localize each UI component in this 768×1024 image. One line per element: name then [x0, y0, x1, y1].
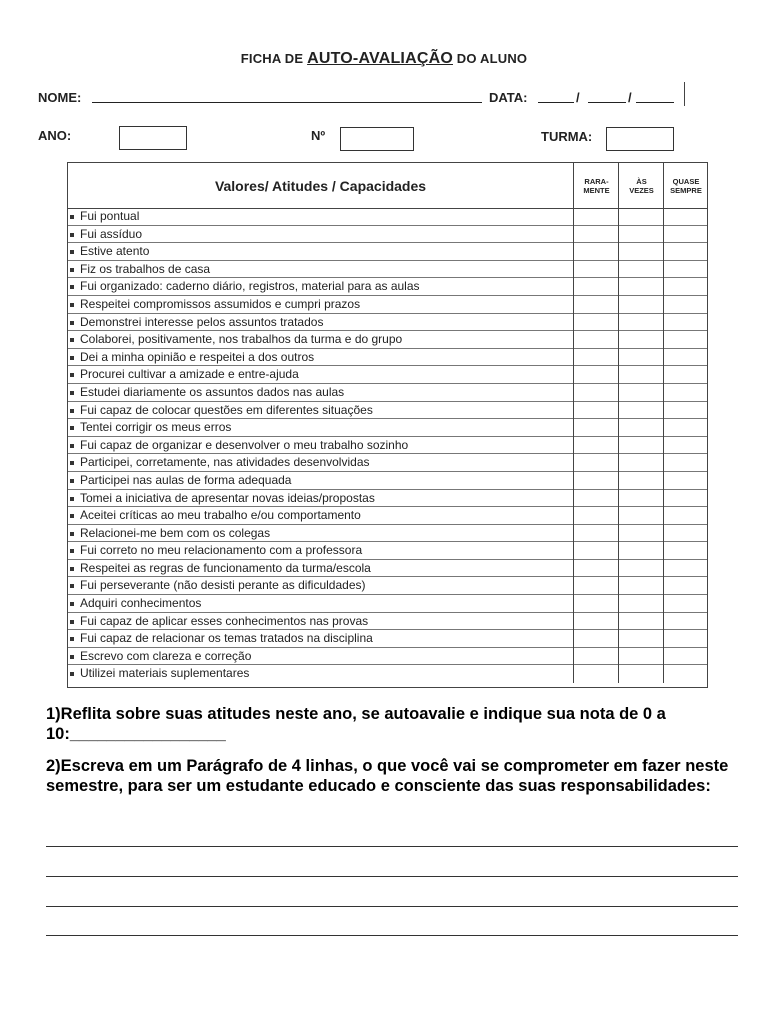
table-row [68, 226, 707, 244]
table-row [68, 366, 707, 384]
item-label: Tomei a iniciativa de apresentar novas ideias/propostas [80, 490, 375, 505]
item-label: Colaborei, positivamente, nos trabalhos da turma e do grupo [80, 332, 403, 347]
table-row [68, 419, 707, 437]
column-label: RARA- MENTE [583, 176, 610, 195]
data-month-field[interactable] [588, 102, 626, 103]
item-label: Utilizei materiais suplementares [80, 666, 250, 681]
title-prefix: FICHA DE [240, 51, 304, 66]
bullet-icon [70, 637, 74, 641]
table-row [68, 314, 707, 332]
checkbox-cell-raramente[interactable] [573, 648, 618, 666]
item-label: Participei, corretamente, nas atividades desenvolvidas [80, 455, 370, 470]
table-row [68, 648, 707, 666]
checkbox-cell-raramente[interactable] [573, 577, 618, 595]
table-row [68, 630, 707, 648]
table-row [68, 490, 707, 508]
table-row [68, 243, 707, 261]
checkbox-cell-as-vezes[interactable] [618, 208, 663, 226]
item-label: Demonstrei interesse pelos assuntos tratados [80, 314, 324, 329]
checkbox-cell-raramente[interactable] [573, 243, 618, 261]
table-row [68, 595, 707, 613]
title-main: AUTO-AVALIAÇÃO [307, 50, 453, 67]
answer-line[interactable] [46, 935, 738, 936]
checkbox-cell-raramente[interactable] [573, 314, 618, 332]
item-label: Fiz os trabalhos de casa [80, 261, 211, 276]
bullet-icon [70, 461, 74, 465]
table-row [68, 665, 707, 683]
checkbox-cell-quase-sempre[interactable] [663, 472, 707, 490]
ano-box[interactable] [119, 126, 187, 150]
checkbox-cell-as-vezes[interactable] [618, 665, 663, 683]
checkbox-cell-raramente[interactable] [573, 665, 618, 683]
table-heading: Valores/ Atitudes / Capacidades [214, 177, 427, 194]
answer-line[interactable] [46, 876, 738, 877]
bullet-icon [70, 567, 74, 571]
bullet-icon [70, 672, 74, 676]
checkbox-cell-quase-sempre[interactable] [663, 577, 707, 595]
checkbox-cell-raramente[interactable] [573, 542, 618, 560]
checkbox-cell-raramente[interactable] [573, 349, 618, 367]
item-label: Adquiri conhecimentos [80, 596, 202, 611]
table-row [68, 261, 707, 279]
checkbox-cell-quase-sempre[interactable] [663, 402, 707, 420]
checkbox-cell-quase-sempre[interactable] [663, 525, 707, 543]
checkbox-cell-as-vezes[interactable] [618, 278, 663, 296]
item-label: Fui capaz de relacionar os temas tratados na disciplina [80, 631, 373, 646]
checkbox-cell-as-vezes[interactable] [618, 507, 663, 525]
data-year-field[interactable] [636, 102, 674, 103]
checkbox-cell-raramente[interactable] [573, 525, 618, 543]
item-label: Fui capaz de aplicar esses conhecimentos nas provas [80, 613, 369, 628]
checkbox-cell-quase-sempre[interactable] [663, 542, 707, 560]
checkbox-cell-raramente[interactable] [573, 472, 618, 490]
checkbox-cell-as-vezes[interactable] [618, 542, 663, 560]
item-label: Relacionei-me bem com os colegas [80, 525, 271, 540]
bullet-icon [70, 479, 74, 483]
table-row [68, 613, 707, 631]
table-row [68, 331, 707, 349]
checkbox-cell-quase-sempre[interactable] [663, 331, 707, 349]
item-label: Fui capaz de organizar e desenvolver o meu trabalho sozinho [80, 437, 409, 452]
checkbox-cell-raramente[interactable] [573, 560, 618, 578]
bullet-icon [70, 532, 74, 536]
checkbox-cell-quase-sempre[interactable] [663, 648, 707, 666]
checkbox-cell-quase-sempre[interactable] [663, 595, 707, 613]
checkbox-cell-quase-sempre[interactable] [663, 507, 707, 525]
answer-line[interactable] [46, 906, 738, 907]
checkbox-cell-as-vezes[interactable] [618, 331, 663, 349]
checkbox-cell-quase-sempre[interactable] [663, 384, 707, 402]
checkbox-cell-quase-sempre[interactable] [663, 419, 707, 437]
checkbox-cell-raramente[interactable] [573, 261, 618, 279]
checkbox-cell-as-vezes[interactable] [618, 490, 663, 508]
bullet-icon [70, 338, 74, 342]
bullet-icon [70, 285, 74, 289]
bullet-icon [70, 303, 74, 307]
checkbox-cell-raramente[interactable] [573, 278, 618, 296]
item-label: Fui correto no meu relacionamento com a professora [80, 543, 363, 558]
checkbox-cell-quase-sempre[interactable] [663, 243, 707, 261]
data-day-field[interactable] [538, 102, 574, 103]
checkbox-cell-quase-sempre[interactable] [663, 437, 707, 455]
table-row [68, 349, 707, 367]
checkbox-cell-quase-sempre[interactable] [663, 366, 707, 384]
table-body [68, 208, 707, 683]
table-row [68, 577, 707, 595]
column-header-raramente [573, 163, 619, 208]
checkbox-cell-quase-sempre[interactable] [663, 490, 707, 508]
table-row [68, 384, 707, 402]
checkbox-cell-raramente[interactable] [573, 490, 618, 508]
item-label: Estive atento [80, 244, 150, 259]
checkbox-cell-as-vezes[interactable] [618, 296, 663, 314]
checkbox-cell-raramente[interactable] [573, 366, 618, 384]
checkbox-cell-raramente[interactable] [573, 384, 618, 402]
checkbox-cell-raramente[interactable] [573, 419, 618, 437]
checkbox-cell-as-vezes[interactable] [618, 648, 663, 666]
item-label: Dei a minha opinião e respeitei a dos outros [80, 349, 315, 364]
page-title [0, 50, 768, 68]
column-label: QUASE SEMPRE [670, 176, 702, 195]
bullet-icon [70, 233, 74, 237]
checkbox-cell-quase-sempre[interactable] [663, 665, 707, 683]
checkbox-cell-as-vezes[interactable] [618, 472, 663, 490]
table-row [68, 278, 707, 296]
bullet-icon [70, 584, 74, 588]
checkbox-cell-quase-sempre[interactable] [663, 349, 707, 367]
checkbox-cell-raramente[interactable] [573, 507, 618, 525]
column-header-as-vezes [618, 163, 664, 208]
checkbox-cell-as-vezes[interactable] [618, 366, 663, 384]
checkbox-cell-as-vezes[interactable] [618, 525, 663, 543]
bullet-icon [70, 444, 74, 448]
item-label: Fui pontual [80, 209, 140, 223]
item-label: Aceitei críticas ao meu trabalho e/ou comportamento [80, 508, 361, 523]
numero-label: Nº [311, 128, 326, 143]
checkbox-cell-as-vezes[interactable] [618, 454, 663, 472]
checkbox-cell-raramente[interactable] [573, 630, 618, 648]
checkbox-cell-raramente[interactable] [573, 613, 618, 631]
numero-box[interactable] [340, 127, 414, 151]
bullet-icon [70, 215, 74, 219]
table-row [68, 560, 707, 578]
question-1: 1)Reflita sobre suas atitudes neste ano, se autoavalie e indique sua nota de 0 a 10:_________________ [46, 705, 666, 743]
item-label: Fui perseverante (não desisti perante as dificuldades) [80, 578, 366, 593]
checkbox-cell-as-vezes[interactable] [618, 419, 663, 437]
checkbox-cell-as-vezes[interactable] [618, 630, 663, 648]
checkbox-cell-as-vezes[interactable] [618, 384, 663, 402]
bullet-icon [70, 514, 74, 518]
checkbox-cell-quase-sempre[interactable] [663, 613, 707, 631]
column-label: ÀS VEZES [629, 176, 654, 195]
bullet-icon [70, 426, 74, 430]
table-row [68, 507, 707, 525]
table-row [68, 208, 707, 226]
data-separator: / [628, 90, 632, 105]
bullet-icon [70, 250, 74, 254]
bullet-icon [70, 602, 74, 606]
data-separator: / [576, 90, 580, 105]
checkbox-cell-raramente[interactable] [573, 437, 618, 455]
checkbox-cell-quase-sempre[interactable] [663, 630, 707, 648]
item-label: Procurei cultivar a amizade e entre-ajuda [80, 367, 299, 382]
checkbox-cell-quase-sempre[interactable] [663, 226, 707, 244]
item-label: Participei nas aulas de forma adequada [80, 472, 292, 487]
checkbox-cell-as-vezes[interactable] [618, 314, 663, 332]
table-row [68, 472, 707, 490]
column-header-quase-sempre [663, 163, 708, 208]
data-label: DATA: [489, 90, 528, 105]
checkbox-cell-as-vezes[interactable] [618, 577, 663, 595]
checkbox-cell-quase-sempre[interactable] [663, 261, 707, 279]
checkbox-cell-as-vezes[interactable] [618, 226, 663, 244]
checkbox-cell-as-vezes[interactable] [618, 243, 663, 261]
ano-label: ANO: [38, 128, 72, 143]
checkbox-cell-quase-sempre[interactable] [663, 296, 707, 314]
checkbox-cell-raramente[interactable] [573, 595, 618, 613]
checkbox-cell-as-vezes[interactable] [618, 261, 663, 279]
checkbox-cell-raramente[interactable] [573, 296, 618, 314]
bullet-icon [70, 321, 74, 325]
bullet-icon [70, 549, 74, 553]
item-label: Fui assíduo [80, 226, 143, 241]
table-row [68, 402, 707, 420]
bullet-icon [70, 268, 74, 272]
table-header [68, 163, 707, 209]
checkbox-cell-as-vezes[interactable] [618, 560, 663, 578]
nome-label: NOME: [38, 90, 82, 105]
checkbox-cell-quase-sempre[interactable] [663, 314, 707, 332]
item-label: Respeitei as regras de funcionamento da turma/escola [80, 560, 371, 575]
evaluation-table [67, 162, 708, 688]
checkbox-cell-as-vezes[interactable] [618, 437, 663, 455]
checkbox-cell-raramente[interactable] [573, 226, 618, 244]
checkbox-cell-raramente[interactable] [573, 454, 618, 472]
table-row [68, 296, 707, 314]
checkbox-cell-as-vezes[interactable] [618, 595, 663, 613]
question-2: 2)Escreva em um Parágrafo de 4 linhas, o que você vai se comprometer em fazer neste semestre, para ser um estudante educado e consciente das suas responsabilidades: [46, 757, 729, 795]
nome-field[interactable] [92, 102, 482, 103]
checkbox-cell-raramente[interactable] [573, 402, 618, 420]
bullet-icon [70, 655, 74, 659]
table-row [68, 525, 707, 543]
checkbox-cell-quase-sempre[interactable] [663, 278, 707, 296]
item-label: Tentei corrigir os meus erros [80, 420, 232, 435]
turma-label: TURMA: [541, 129, 593, 144]
checkbox-cell-quase-sempre[interactable] [663, 208, 707, 226]
checkbox-cell-quase-sempre[interactable] [663, 560, 707, 578]
margin-mark [684, 82, 685, 106]
checkbox-cell-as-vezes[interactable] [618, 613, 663, 631]
bullet-icon [70, 620, 74, 624]
bullet-icon [70, 391, 74, 395]
bullet-icon [70, 356, 74, 360]
checkbox-cell-quase-sempre[interactable] [663, 454, 707, 472]
table-row [68, 542, 707, 560]
checkbox-cell-as-vezes[interactable] [618, 402, 663, 420]
title-suffix: DO ALUNO [456, 51, 528, 66]
bullet-icon [70, 497, 74, 501]
item-label: Escrevo com clareza e correção [80, 648, 252, 663]
table-row [68, 437, 707, 455]
checkbox-cell-raramente[interactable] [573, 208, 618, 226]
bullet-icon [70, 373, 74, 377]
bullet-icon [70, 409, 74, 413]
checkbox-cell-raramente[interactable] [573, 331, 618, 349]
table-row [68, 454, 707, 472]
item-label: Estudei diariamente os assuntos dados nas aulas [80, 384, 345, 399]
turma-box[interactable] [606, 127, 674, 151]
item-label: Fui organizado: caderno diário, registros, material para as aulas [80, 279, 420, 294]
item-label: Respeitei compromissos assumidos e cumpri prazos [80, 296, 361, 311]
answer-line[interactable] [46, 846, 738, 847]
item-label: Fui capaz de colocar questões em diferentes situações [80, 402, 373, 417]
checkbox-cell-as-vezes[interactable] [618, 349, 663, 367]
